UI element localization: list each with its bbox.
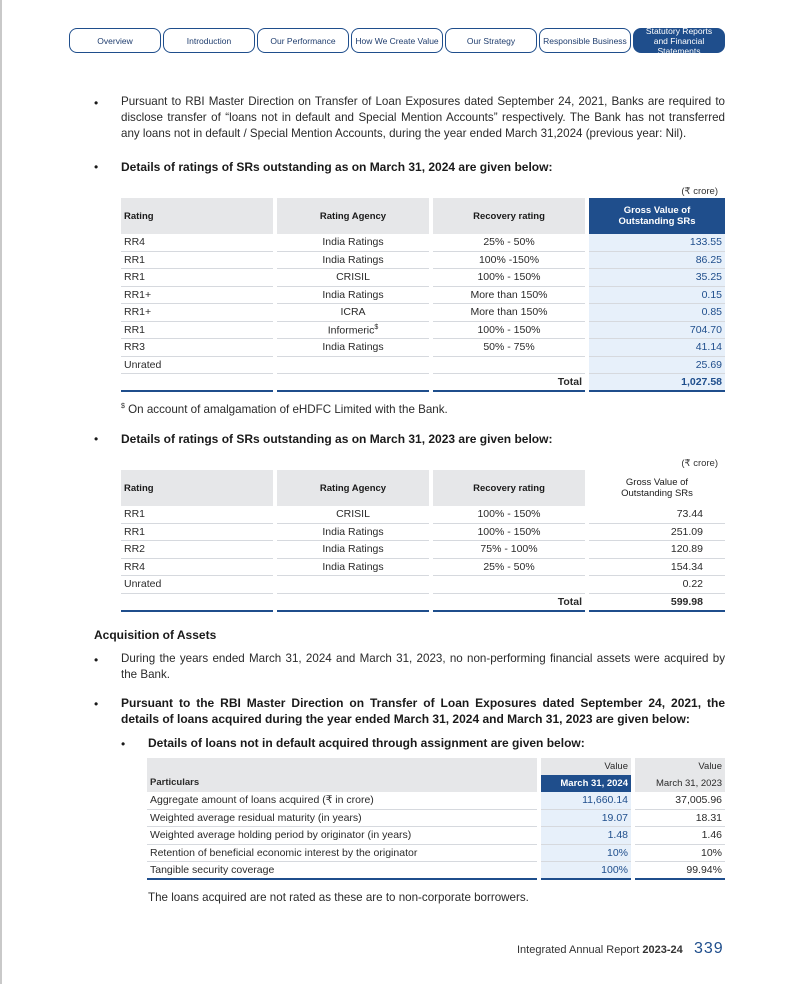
acquisition-bullet1: During the years ended March 31, 2024 and March 31, 2023, no non-performing financial assets were acquired by the Bank.	[121, 652, 725, 681]
cell-recovery: 25% - 50%	[433, 234, 585, 252]
table-row	[121, 559, 725, 577]
cell-value: 0.22	[589, 576, 725, 594]
table1-header-value: Gross Value of Outstanding SRs	[589, 198, 725, 234]
table3-header-march-2023: March 31, 2023	[635, 775, 725, 792]
tab-introduction[interactable]: Introduction	[163, 28, 255, 53]
cell-recovery	[433, 357, 585, 375]
cell-particular: Retention of beneficial economic interest by the originator	[147, 845, 537, 863]
section-nav	[69, 25, 725, 56]
footer-report	[517, 944, 683, 956]
tab-statutory-reports[interactable]: Statutory Reports and Financial Statements	[633, 28, 725, 53]
table2-unit: (₹ crore)	[681, 458, 718, 469]
sub-bullet-marker: •	[121, 737, 126, 751]
table2-header-rating: Rating	[121, 470, 273, 506]
acquisition-sub-bullet: Details of loans not in default acquired through assignment are given below:	[148, 736, 585, 750]
table1-header-agency: Rating Agency	[277, 198, 429, 234]
table-row	[121, 541, 725, 559]
cell-recovery: 100% -150%	[433, 252, 585, 270]
tab-overview[interactable]: Overview	[69, 28, 161, 53]
bullet-marker: •	[94, 653, 99, 667]
table-row	[147, 792, 725, 810]
cell-value-2024: 100%	[541, 862, 631, 880]
cell-value-2024: 19.07	[541, 810, 631, 828]
table3-header-value-2024: Value	[541, 758, 631, 775]
cell-value: 154.34	[589, 559, 725, 577]
cell-recovery: 25% - 50%	[433, 559, 585, 577]
cell-agency	[277, 576, 429, 594]
table3-header-particulars: Particulars	[147, 758, 537, 792]
cell-recovery: 100% - 150%	[433, 524, 585, 542]
cell-agency: India Ratings	[277, 524, 429, 542]
cell-agency	[277, 357, 429, 375]
cell-value: 73.44	[589, 506, 725, 524]
cell-blank	[121, 594, 273, 612]
cell-recovery: 75% - 100%	[433, 541, 585, 559]
cell-value-2023: 37,005.96	[635, 792, 725, 810]
total-value: 1,027.58	[589, 374, 725, 392]
cell-recovery: 50% - 75%	[433, 339, 585, 357]
cell-agency: CRISIL	[277, 506, 429, 524]
cell-value-2024: 1.48	[541, 827, 631, 845]
cell-rating: Unrated	[121, 357, 273, 375]
footnote-text: On account of amalgamation of eHDFC Limited with the Bank.	[128, 403, 448, 416]
cell-value: 86.25	[589, 252, 725, 270]
bullet-marker: •	[94, 96, 99, 110]
table2-heading: Details of ratings of SRs outstanding as on March 31, 2023 are given below:	[121, 432, 553, 446]
cell-rating: RR1	[121, 322, 273, 340]
cell-value-2024: 10%	[541, 845, 631, 863]
cell-agency: India Ratings	[277, 339, 429, 357]
cell-blank	[121, 374, 273, 392]
intro-paragraph: Pursuant to RBI Master Direction on Transfer of Loan Exposures dated September 24, 2021, Banks are required to disclose transfer of “loans not in default and Special Mention Accounts” respectively. The Bank has not transferred any loans not in default / Special Mention Accounts, during the year ended March 31,2024 (previous year: Nil).	[121, 95, 725, 140]
tab-responsible-business[interactable]: Responsible Business	[539, 28, 631, 53]
cell-rating: Unrated	[121, 576, 273, 594]
table-total-row	[121, 374, 725, 392]
cell-recovery	[433, 576, 585, 594]
cell-recovery: 100% - 150%	[433, 506, 585, 524]
cell-blank	[277, 374, 429, 392]
table-row	[147, 827, 725, 845]
table-row	[121, 339, 725, 357]
cell-agency: CRISIL	[277, 269, 429, 287]
cell-value: 0.85	[589, 304, 725, 322]
table3-header-value-2023: Value	[635, 758, 725, 775]
tab-how-we-create-value[interactable]: How We Create Value	[351, 28, 443, 53]
table2-header-agency: Rating Agency	[277, 470, 429, 506]
cell-particular: Aggregate amount of loans acquired (₹ in crore)	[147, 792, 537, 810]
cell-value-2023: 99.94%	[635, 862, 725, 880]
table-row	[147, 862, 725, 880]
table1	[117, 198, 729, 392]
cell-value-2023: 18.31	[635, 810, 725, 828]
table-row	[147, 810, 725, 828]
cell-agency: India Ratings	[277, 541, 429, 559]
cell-rating: RR3	[121, 339, 273, 357]
cell-value: 41.14	[589, 339, 725, 357]
table-row	[121, 234, 725, 252]
cell-rating: RR4	[121, 559, 273, 577]
cell-recovery: More than 150%	[433, 304, 585, 322]
page-edge	[0, 0, 2, 984]
cell-blank	[277, 594, 429, 612]
cell-rating: RR1	[121, 506, 273, 524]
acquisition-title: Acquisition of Assets	[94, 628, 217, 642]
cell-value: 704.70	[589, 322, 725, 340]
footer-report-name: Integrated Annual Report	[517, 944, 640, 956]
cell-value: 0.15	[589, 287, 725, 305]
total-label: Total	[433, 594, 585, 612]
table3-header-march-2024: March 31, 2024	[541, 775, 631, 792]
table2-header-value: Gross Value of Outstanding SRs	[589, 470, 725, 506]
cell-value: 133.55	[589, 234, 725, 252]
acquisition-bullet2: Pursuant to the RBI Master Direction on Transfer of Loan Exposures dated September 24, 2021, the details of loans acquired during the year ended March 31, 2024 and March 31, 2023 are given below:	[121, 696, 725, 726]
table1-header-rating: Rating	[121, 198, 273, 234]
cell-agency: India Ratings	[277, 287, 429, 305]
cell-agency: India Ratings	[277, 234, 429, 252]
cell-rating: RR1	[121, 269, 273, 287]
table2-header-recovery: Recovery rating	[433, 470, 585, 506]
tab-our-performance[interactable]: Our Performance	[257, 28, 349, 53]
bullet-marker: •	[94, 160, 99, 174]
cell-particular: Tangible security coverage	[147, 862, 537, 880]
table-row	[121, 524, 725, 542]
cell-agency: Informeric$	[277, 322, 429, 340]
cell-rating: RR1	[121, 252, 273, 270]
footer-year: 2023-24	[642, 944, 683, 956]
table1-header-recovery: Recovery rating	[433, 198, 585, 234]
table-row	[121, 287, 725, 305]
table-row	[121, 506, 725, 524]
cell-rating: RR4	[121, 234, 273, 252]
table-row	[121, 576, 725, 594]
cell-rating: RR2	[121, 541, 273, 559]
total-label: Total	[433, 374, 585, 392]
tab-our-strategy[interactable]: Our Strategy	[445, 28, 537, 53]
table2	[117, 470, 729, 612]
table-row	[121, 269, 725, 287]
table1-footnote	[121, 403, 448, 416]
cell-value: 251.09	[589, 524, 725, 542]
cell-rating: RR1+	[121, 287, 273, 305]
bullet-marker: •	[94, 432, 99, 446]
table1-heading: Details of ratings of SRs outstanding as on March 31, 2024 are given below:	[121, 160, 553, 174]
table3-note: The loans acquired are not rated as these are to non-corporate borrowers.	[148, 891, 529, 904]
cell-particular: Weighted average holding period by originator (in years)	[147, 827, 537, 845]
cell-rating: RR1	[121, 524, 273, 542]
cell-agency: ICRA	[277, 304, 429, 322]
table-row	[121, 322, 725, 340]
cell-recovery: More than 150%	[433, 287, 585, 305]
table3	[143, 758, 729, 880]
cell-value: 120.89	[589, 541, 725, 559]
cell-agency: India Ratings	[277, 559, 429, 577]
table-row	[121, 304, 725, 322]
table-row	[121, 252, 725, 270]
total-value: 599.98	[589, 594, 725, 612]
bullet-marker: •	[94, 697, 99, 711]
table1-unit: (₹ crore)	[681, 186, 718, 197]
table-total-row	[121, 594, 725, 612]
cell-recovery: 100% - 150%	[433, 322, 585, 340]
table-row	[147, 845, 725, 863]
cell-rating: RR1+	[121, 304, 273, 322]
cell-value: 35.25	[589, 269, 725, 287]
cell-value-2023: 10%	[635, 845, 725, 863]
page-number: 339	[694, 940, 724, 957]
cell-particular: Weighted average residual maturity (in years)	[147, 810, 537, 828]
cell-recovery: 100% - 150%	[433, 269, 585, 287]
table-row	[121, 357, 725, 375]
cell-value-2024: 11,660.14	[541, 792, 631, 810]
cell-value: 25.69	[589, 357, 725, 375]
cell-agency: India Ratings	[277, 252, 429, 270]
cell-value-2023: 1.46	[635, 827, 725, 845]
footnote-mark: $	[121, 403, 125, 411]
